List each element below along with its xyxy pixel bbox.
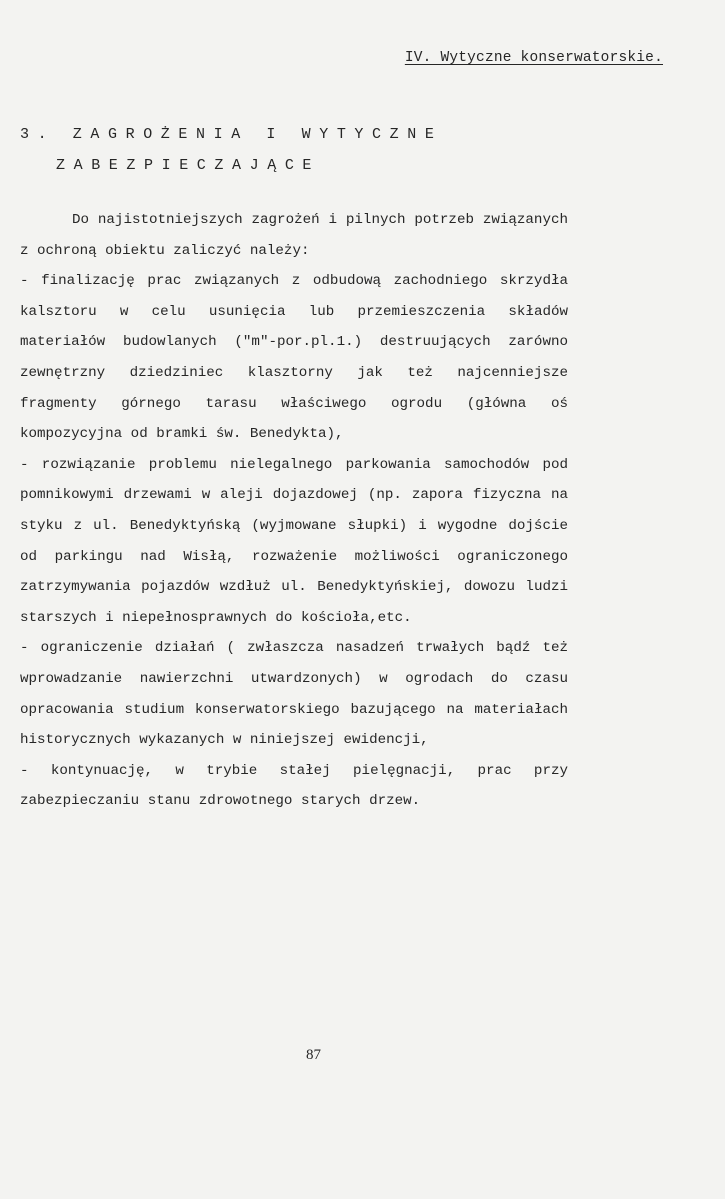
intro-paragraph: Do najistotniejszych zagrożeń i pilnych potrzeb związanych z ochroną obiektu zaliczyć należy:	[20, 212, 568, 259]
running-header: IV. Wytyczne konserwatorskie.	[404, 50, 663, 66]
section-heading-line-2: ZABEZPIECZAJĄCE	[56, 157, 321, 174]
list-item-tree-care: - kontynuację, w trybie stałej pielęgnacji, prac przy zabezpieczaniu stanu zdrowotnego starych drzew.	[20, 762, 568, 810]
body-text	[20, 205, 568, 817]
page-number: 87	[306, 1047, 321, 1063]
section-heading	[20, 119, 442, 181]
list-item-parking: - rozwiązanie problemu nielegalnego parkowania samochodów pod pomnikowymi drzewami w aleji dojazdowej (np. zapora fizyczna na styku z ul. Benedyktyńską (wyjmowane słupki) i wygodne dojście od parkingu nad Wisłą, rozważenie możliwości ograniczonego zatrzymywania pojazdów wzdłuż ul. Benedyktyńskiej, dowozu ludzi starszych i niepełnosprawnych do kościoła,etc.	[20, 456, 568, 626]
list-item-finalization: - finalizację prac związanych z odbudową zachodniego skrzydła kalsztoru w celu usunięcia lub przemieszczenia składów materiałów budowlanych ("m"-por.pl.1.) destruujących zarówno zewnętrzny dziedziniec klasztorny jak też najcenniejsze fragmenty górnego tarasu właściwego ogrodu (główna oś kompozycyjna od bramki św. Benedykta),	[20, 273, 568, 443]
section-heading-line-1: 3. ZAGROŻENIA I WYTYCZNE	[20, 126, 443, 143]
list-item-restrictions: - ograniczenie działań ( zwłaszcza nasadzeń trwałych bądź też wprowadzanie nawierzchni utwardzonych) w ogrodach do czasu opracowania studium konserwatorskiego bazującego na materiałach historycznych wykazanych w niniejszej ewidencji,	[20, 640, 568, 749]
